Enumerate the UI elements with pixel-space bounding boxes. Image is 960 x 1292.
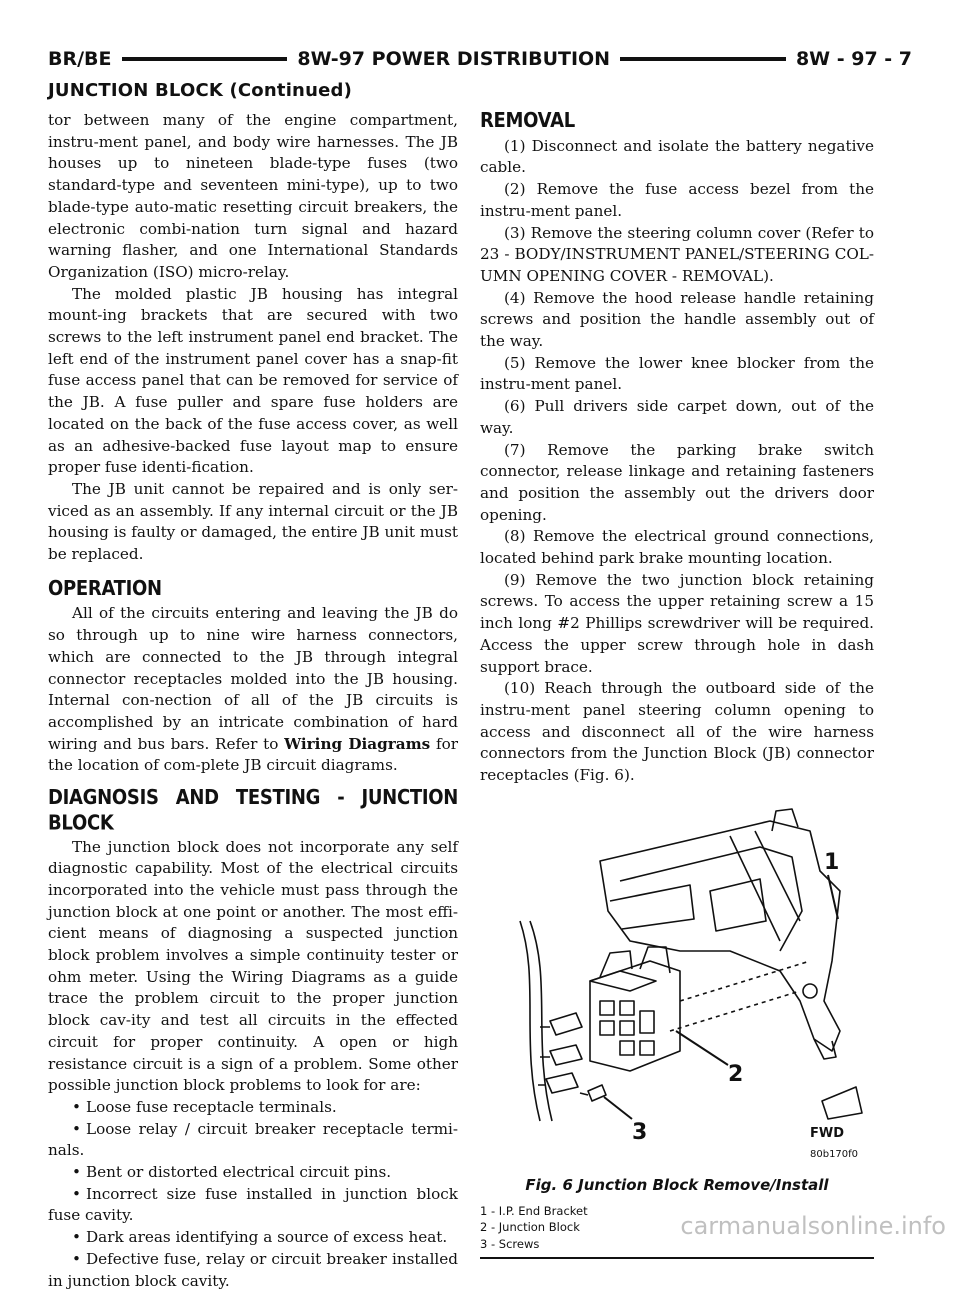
bullet-icon: • bbox=[72, 1163, 81, 1182]
legend-item: 2 - Junction Block bbox=[480, 1220, 580, 1234]
removal-step: (4) Remove the hood release handle retaining screws and position the handle assembly out of the way. bbox=[480, 288, 874, 351]
bullet-text: Incorrect size fuse installed in junction block fuse cavity. bbox=[48, 1184, 458, 1225]
housing-paragraph: The molded plastic JB housing has integral mount-ing brackets that are secured with two screws to the left instrument panel end bracket. The left end of the instrument panel cover has a snap-fit fuse access panel that can be removed for service of the JB. A fuse puller and spare fuse holders are located on the back of the fuse access cover, as well as an adhesive-backed fuse layout map to ensure proper fuse identi-fication. bbox=[48, 284, 458, 477]
bullet-item bbox=[48, 1184, 458, 1227]
bullet-item bbox=[48, 1162, 458, 1184]
diagnosis-paragraph: The junction block does not incorporate any self diagnostic capability. Most of the electrical circuits incorporated into the vehicle must pass through the junction block at one point or another. The most effi-cient means of diagnosing a suspected junction block problem involves a simple continuity tester or ohm meter. Using the Wiring Diagrams as a guide trace the problem circuit to the proper junction block cav-ity and test all circuits in the effected circuit for proper continuity. A open or high resistance circuit is a sign of a problem. Some other possible junction block problems to look for are: bbox=[48, 837, 458, 1095]
figure-code: 80b170f0 bbox=[810, 1148, 859, 1160]
removal-step: (2) Remove the fuse access bezel from the instru-ment panel. bbox=[480, 180, 874, 220]
harness-connector bbox=[550, 1013, 582, 1035]
forward-label: FWD bbox=[810, 1125, 845, 1141]
operation-text-b: for the location of com-plete JB circuit diagrams. bbox=[48, 734, 458, 775]
bullet-item bbox=[48, 1119, 458, 1162]
bullet-text: Defective fuse, relay or circuit breaker installed in junction block cavity. bbox=[48, 1249, 458, 1290]
bullet-icon: • bbox=[72, 1184, 81, 1203]
bullet-text: Bent or distorted electrical circuit pins. bbox=[86, 1163, 392, 1182]
junction-block-body bbox=[590, 961, 680, 1071]
connector-receptacle bbox=[620, 1001, 634, 1015]
callout-leader bbox=[828, 875, 838, 919]
install-guide-line bbox=[670, 991, 800, 1031]
removal-step: (9) Remove the two junction block retaining screws. To access the upper retaining screw a 15 inch long #2 Phillips screwdriver will be required. Access the upper screw through hole in dash support brace. bbox=[480, 570, 874, 676]
bracket-rib bbox=[610, 885, 694, 929]
forward-arrow-icon bbox=[822, 1087, 862, 1119]
operation-heading: OPERATION bbox=[48, 576, 162, 601]
removal-heading: REMOVAL bbox=[480, 108, 575, 133]
connector-receptacle bbox=[620, 1041, 634, 1055]
bullet-item bbox=[48, 1249, 458, 1292]
connector-receptacle bbox=[640, 1041, 654, 1055]
bullet-item bbox=[48, 1227, 458, 1249]
removal-step: (8) Remove the electrical ground connections, located behind park brake mounting location. bbox=[480, 527, 874, 568]
removal-step: (7) Remove the parking brake switch connector, release linkage and retaining fasteners and position the assembly out the drivers door opening. bbox=[480, 440, 874, 524]
connector-receptacle bbox=[620, 1021, 634, 1035]
bracket-opening bbox=[710, 879, 766, 931]
header-page-number: 8W - 97 - 7 bbox=[795, 48, 913, 70]
wiring-diagrams-reference: Wiring Diagrams bbox=[284, 734, 431, 753]
removal-step: (5) Remove the lower knee blocker from the instru-ment panel. bbox=[480, 353, 874, 394]
ip-end-bracket-outline bbox=[600, 821, 840, 1051]
screw bbox=[580, 1085, 606, 1101]
page-header bbox=[48, 44, 912, 74]
right-column bbox=[480, 110, 874, 1259]
callout-leader bbox=[604, 1097, 632, 1119]
legend-item: 3 - Screws bbox=[480, 1236, 540, 1251]
callout-number: 3 bbox=[632, 1119, 648, 1145]
callout-leader bbox=[676, 1031, 728, 1065]
bullet-item bbox=[48, 1097, 458, 1119]
connector-receptacle bbox=[600, 1001, 614, 1015]
harness-connector bbox=[546, 1073, 578, 1093]
bullet-icon: • bbox=[72, 1097, 81, 1116]
header-rule-right bbox=[620, 57, 786, 61]
removal-step: (3) Remove the steering column cover (Refer to 23 - BODY/INSTRUMENT PANEL/STEERING COL-UMN OPENING COVER - REMOVAL). bbox=[480, 223, 874, 285]
junction-block-drawing bbox=[480, 801, 874, 1173]
bullet-icon: • bbox=[72, 1249, 81, 1268]
section-subheader: JUNCTION BLOCK (Continued) bbox=[48, 80, 353, 101]
service-paragraph: The JB unit cannot be repaired and is only ser-viced as an assembly. If any internal circuit or the JB housing is faulty or damaged, the entire JB unit must be replaced. bbox=[48, 479, 458, 564]
connector-receptacle bbox=[600, 1021, 614, 1035]
removal-step: (10) Reach through the outboard side of the instru-ment panel steering column opening to access and disconnect all of the wire harness connectors from the Junction Block (JB) connector receptacles (Fig. 6). bbox=[480, 679, 874, 785]
watermark: carmanualsonline.info bbox=[680, 1212, 946, 1240]
install-guide-line bbox=[680, 961, 810, 1001]
connector-receptacle bbox=[640, 1011, 654, 1033]
diagnosis-heading: DIAGNOSIS AND TESTING - JUNCTION BLOCK bbox=[48, 785, 458, 835]
bracket-brace bbox=[730, 831, 800, 941]
harness-connector bbox=[550, 1045, 582, 1065]
callout-number: 1 bbox=[824, 849, 840, 875]
operation-text-a: All of the circuits entering and leaving the JB do so through up to nine wire harness connectors, which are connected to the JB through integral connector receptacles molded into the JB housing. Internal con-nection of all of the JB circuits is accomplished by an intricate combination of hard wiring and bus bars. Refer to bbox=[48, 604, 458, 753]
header-model: BR/BE bbox=[48, 48, 112, 70]
bullet-text: Loose relay / circuit breaker receptacle termi-nals. bbox=[48, 1119, 458, 1160]
bracket-hole bbox=[803, 984, 817, 998]
junction-block-illustration bbox=[480, 801, 874, 1173]
left-column bbox=[48, 110, 458, 1292]
legend-divider bbox=[480, 1257, 874, 1259]
bullet-icon: • bbox=[72, 1228, 81, 1247]
bullet-icon: • bbox=[72, 1119, 81, 1138]
header-rule-left bbox=[122, 57, 288, 61]
removal-step: (6) Pull drivers side carpet down, out of the way. bbox=[480, 397, 874, 437]
header-section-title: 8W-97 POWER DISTRIBUTION bbox=[297, 48, 611, 70]
removal-step: (1) Disconnect and isolate the battery negative cable. bbox=[480, 136, 874, 177]
bullet-text: Loose fuse receptacle terminals. bbox=[86, 1097, 337, 1116]
bullet-text: Dark areas identifying a source of excess heat. bbox=[86, 1228, 448, 1247]
legend-item: 1 - I.P. End Bracket bbox=[480, 1203, 588, 1218]
junction-block-top bbox=[590, 971, 656, 991]
junction-block-mount-tab bbox=[640, 947, 670, 973]
figure-caption: Fig. 6 Junction Block Remove/Install bbox=[525, 1175, 829, 1194]
callout-number: 2 bbox=[728, 1061, 744, 1087]
operation-paragraph bbox=[48, 603, 458, 777]
intro-paragraph: tor between many of the engine compartment, instru-ment panel, and body wire harnesses. The JB houses up to nineteen blade-type fuses (two standard-type and seventeen mini-type), up to two blade-type auto-matic resetting circuit breakers, the electronic combi-nation turn signal and hazard warning flasher, and one International Standards Organization (ISO) micro-relay. bbox=[48, 111, 458, 281]
wire-harness bbox=[520, 921, 552, 1121]
